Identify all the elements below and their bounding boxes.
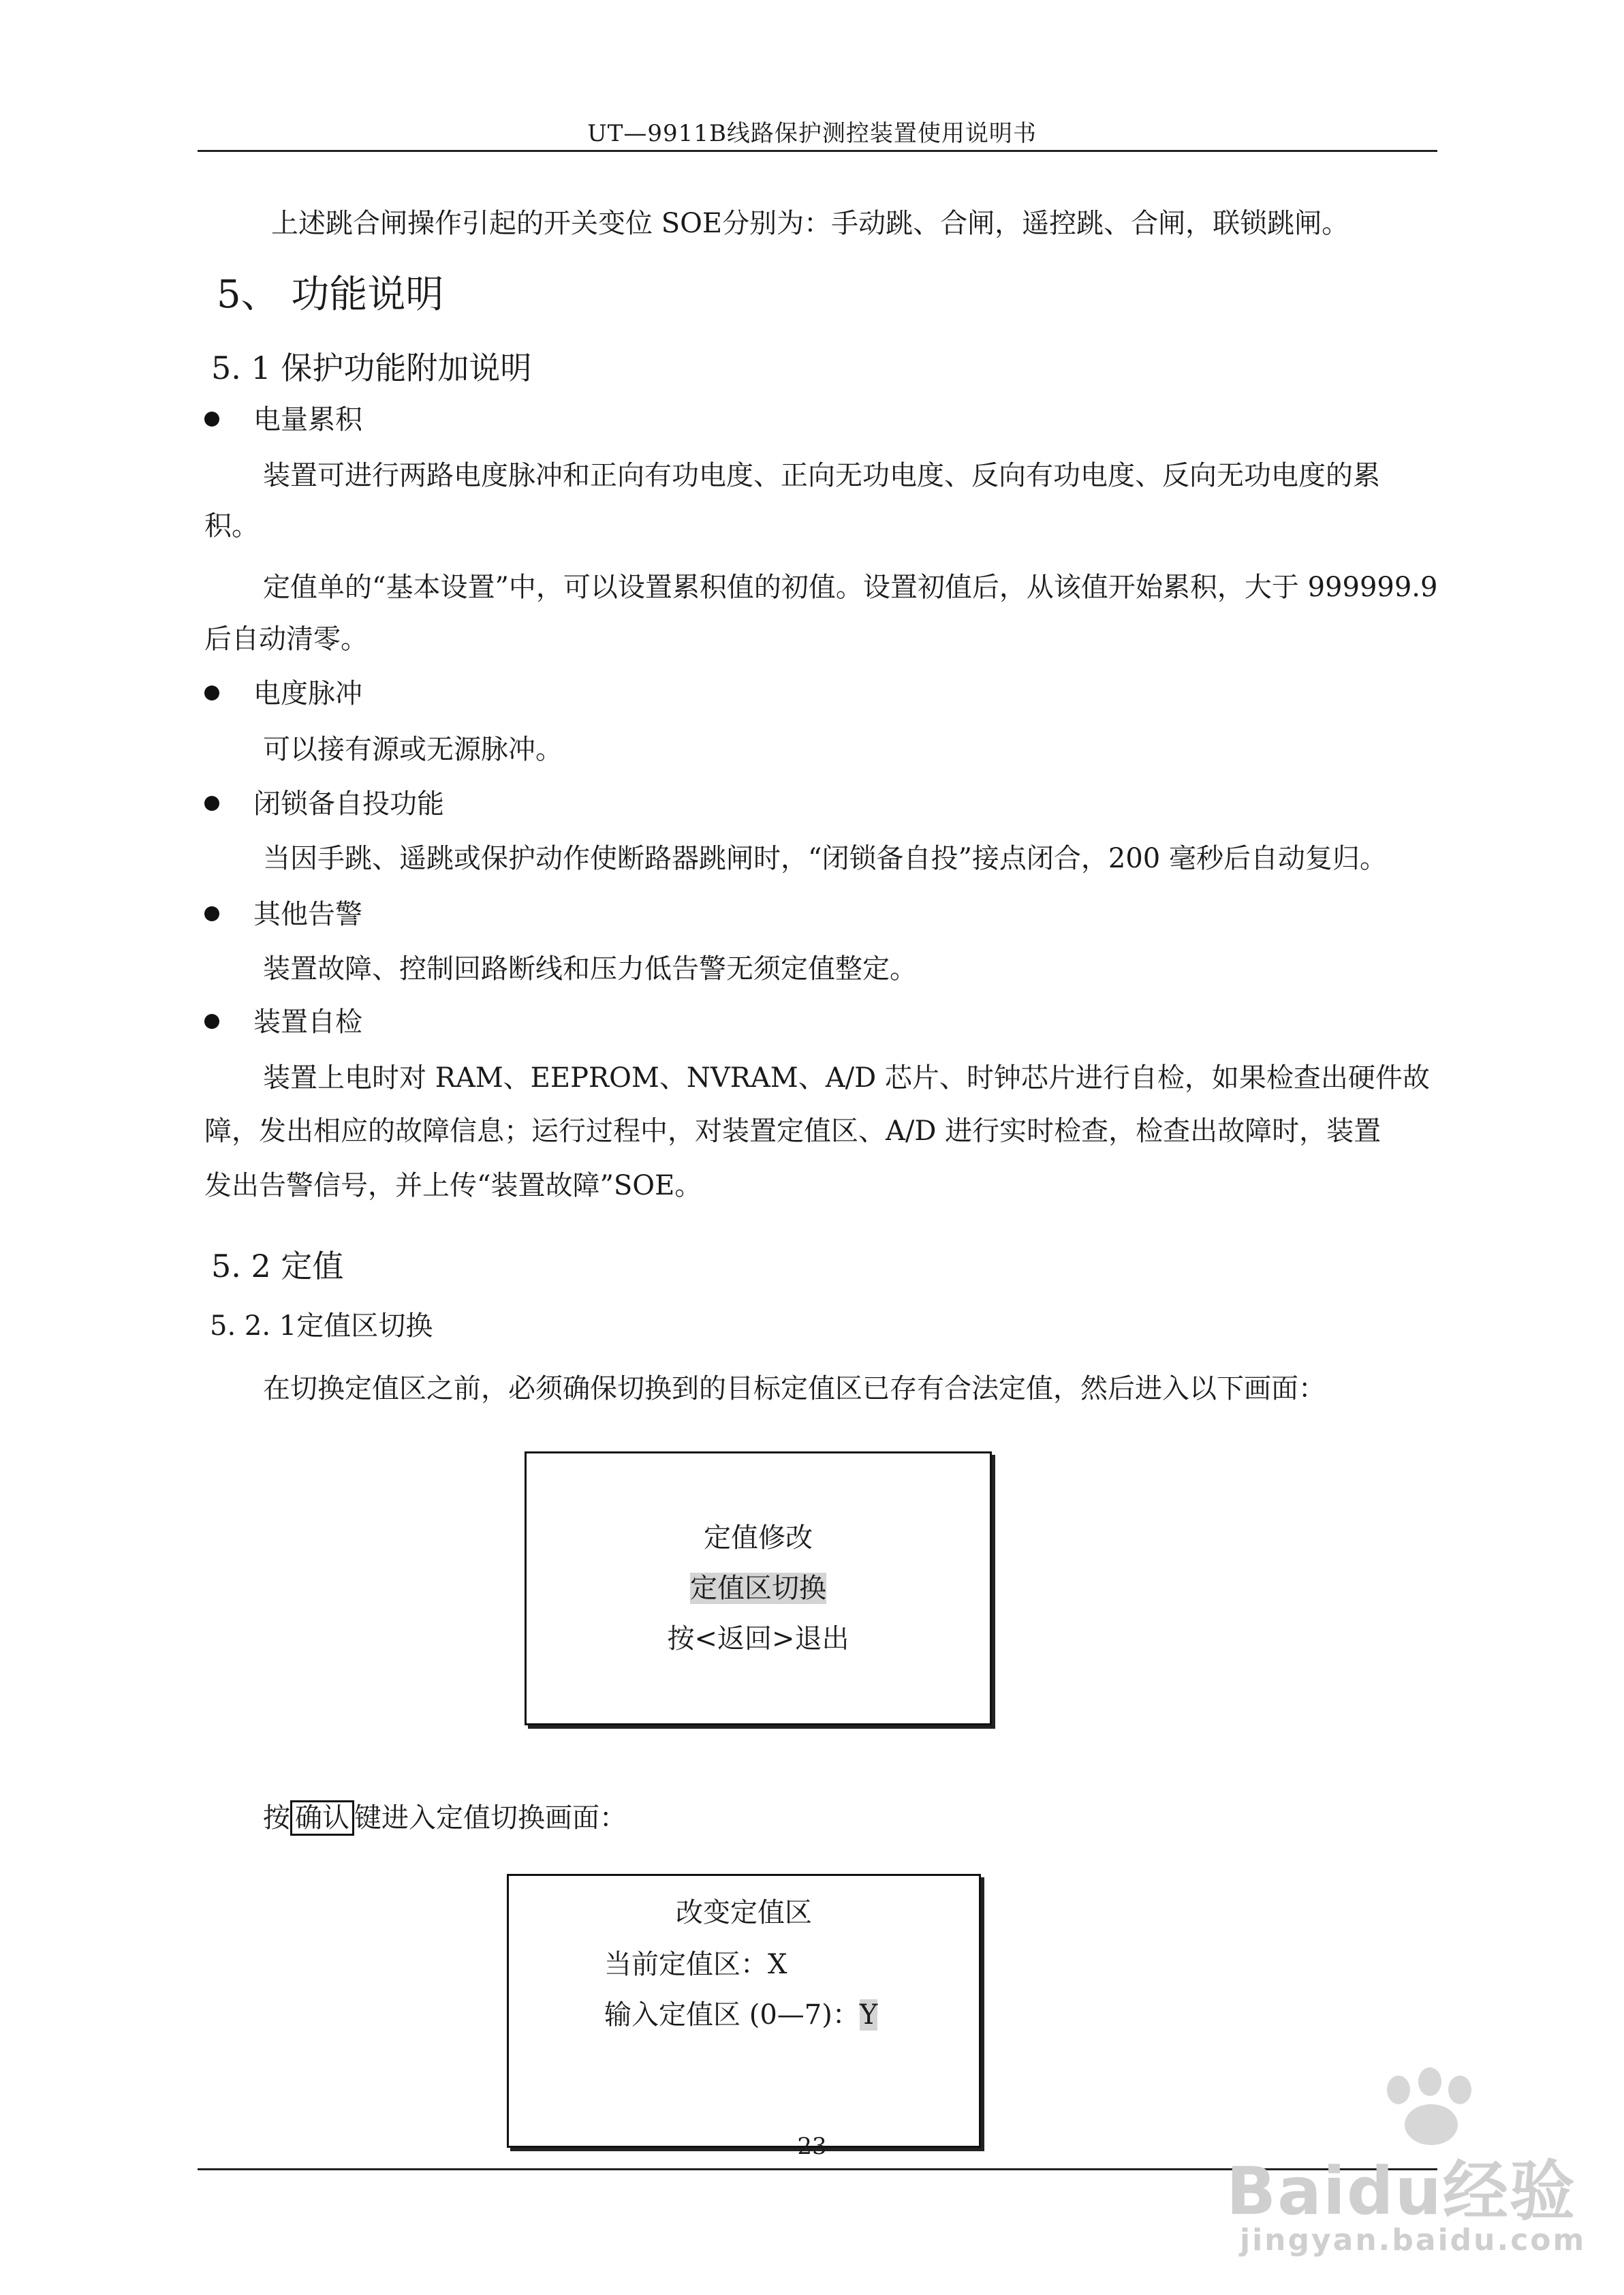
- lcd-screen-change-zone: [507, 1874, 981, 2148]
- bullet-dot: [204, 796, 219, 811]
- instruction-prefix: 按: [263, 1802, 290, 1834]
- item-body-line: 定值单的“基本设置”中，可以设置累积值的初值。设置初值后，从该值开始累积，大于 999999.9: [263, 572, 1438, 603]
- bullet-dot: [204, 412, 219, 427]
- section-5-1-heading: 5. 1 保护功能附加说明: [211, 350, 532, 386]
- confirm-key-label: 确认: [290, 1800, 354, 1836]
- current-zone-value: X: [768, 1949, 787, 1980]
- item-body-line: 装置可进行两路电度脉冲和正向有功电度、正向无功电度、反向有功电度、反向无功电度的累: [263, 460, 1380, 491]
- input-zone-field[interactable]: Y: [859, 1999, 878, 2031]
- header-rule: [198, 150, 1437, 152]
- intro-paragraph: 上述跳合闸操作引起的开关变位 SOE分别为：手动跳、合闸，遥控跳、合闸，联锁跳闸。: [271, 208, 1349, 239]
- item-body-line: 装置故障、控制回路断线和压力低告警无须定值整定。: [263, 953, 917, 985]
- section-5-2-1-intro: 在切换定值区之前，必须确保切换到的目标定值区已存有合法定值，然后进入以下画面：: [263, 1373, 1326, 1404]
- document-header-title: UT—9911B线路保护测控装置使用说明书: [587, 120, 1037, 147]
- item-title-other-alarms: 其他告警: [253, 899, 362, 930]
- page-number: 23: [797, 2133, 827, 2160]
- bullet-dot: [204, 686, 219, 700]
- input-zone-label: 输入定值区 (0—7)：: [604, 1999, 860, 2031]
- item-body-line: 当因手跳、遥跳或保护动作使断路器跳闸时，“闭锁备自投”接点闭合，200 毫秒后自动复归。: [263, 843, 1387, 874]
- watermark-url: jingyan.baidu.com: [1240, 2223, 1587, 2258]
- instruction-suffix: 键进入定值切换画面：: [354, 1802, 627, 1834]
- current-zone-row: [604, 1943, 787, 1982]
- item-title-self-check: 装置自检: [253, 1006, 362, 1038]
- lcd-screen-setting-menu: [525, 1451, 992, 1725]
- item-body-line: 装置上电时对 RAM、EEPROM、NVRAM、A/D 芯片、时钟芯片进行自检，如果检查出硬件故: [263, 1062, 1430, 1094]
- bullet-dot: [204, 906, 219, 921]
- menu-item-switch-zone-selected: 定值区切换: [690, 1573, 826, 1604]
- item-body-line: 可以接有源或无源脉冲。: [263, 734, 563, 765]
- section-5-heading: 5、 功能说明: [217, 273, 444, 317]
- menu-item-modify-setting: 定值修改: [704, 1522, 813, 1554]
- item-title-pulse: 电度脉冲: [253, 678, 362, 709]
- confirm-key-instruction: [263, 1804, 627, 1832]
- item-title-lockout: 闭锁备自投功能: [253, 788, 444, 820]
- baidu-watermark: [1226, 2065, 1587, 2276]
- menu-hint-exit: 按<返回>退出: [667, 1623, 849, 1654]
- bullet-dot: [204, 1014, 219, 1029]
- section-5-2-1-heading: 5. 2. 1定值区切换: [210, 1310, 433, 1342]
- watermark-brand: Baidu经验: [1226, 2153, 1576, 2230]
- item-title-energy-accumulation: 电量累积: [253, 404, 362, 435]
- item-body-line: 发出告警信号，并上传“装置故障”SOE。: [204, 1170, 702, 1201]
- item-body-line: 障，发出相应的故障信息；运行过程中，对装置定值区、A/D 进行实时检查，检查出故障时，装置: [204, 1115, 1381, 1147]
- input-zone-row: [604, 1993, 877, 2032]
- current-zone-label: 当前定值区：: [604, 1949, 768, 1980]
- paw-icon: [1387, 2076, 1410, 2104]
- change-zone-title: 改变定值区: [676, 1897, 812, 1928]
- item-body-line: 积。: [204, 510, 259, 542]
- section-5-2-heading: 5. 2 定值: [211, 1248, 344, 1284]
- item-body-line: 后自动清零。: [204, 623, 368, 655]
